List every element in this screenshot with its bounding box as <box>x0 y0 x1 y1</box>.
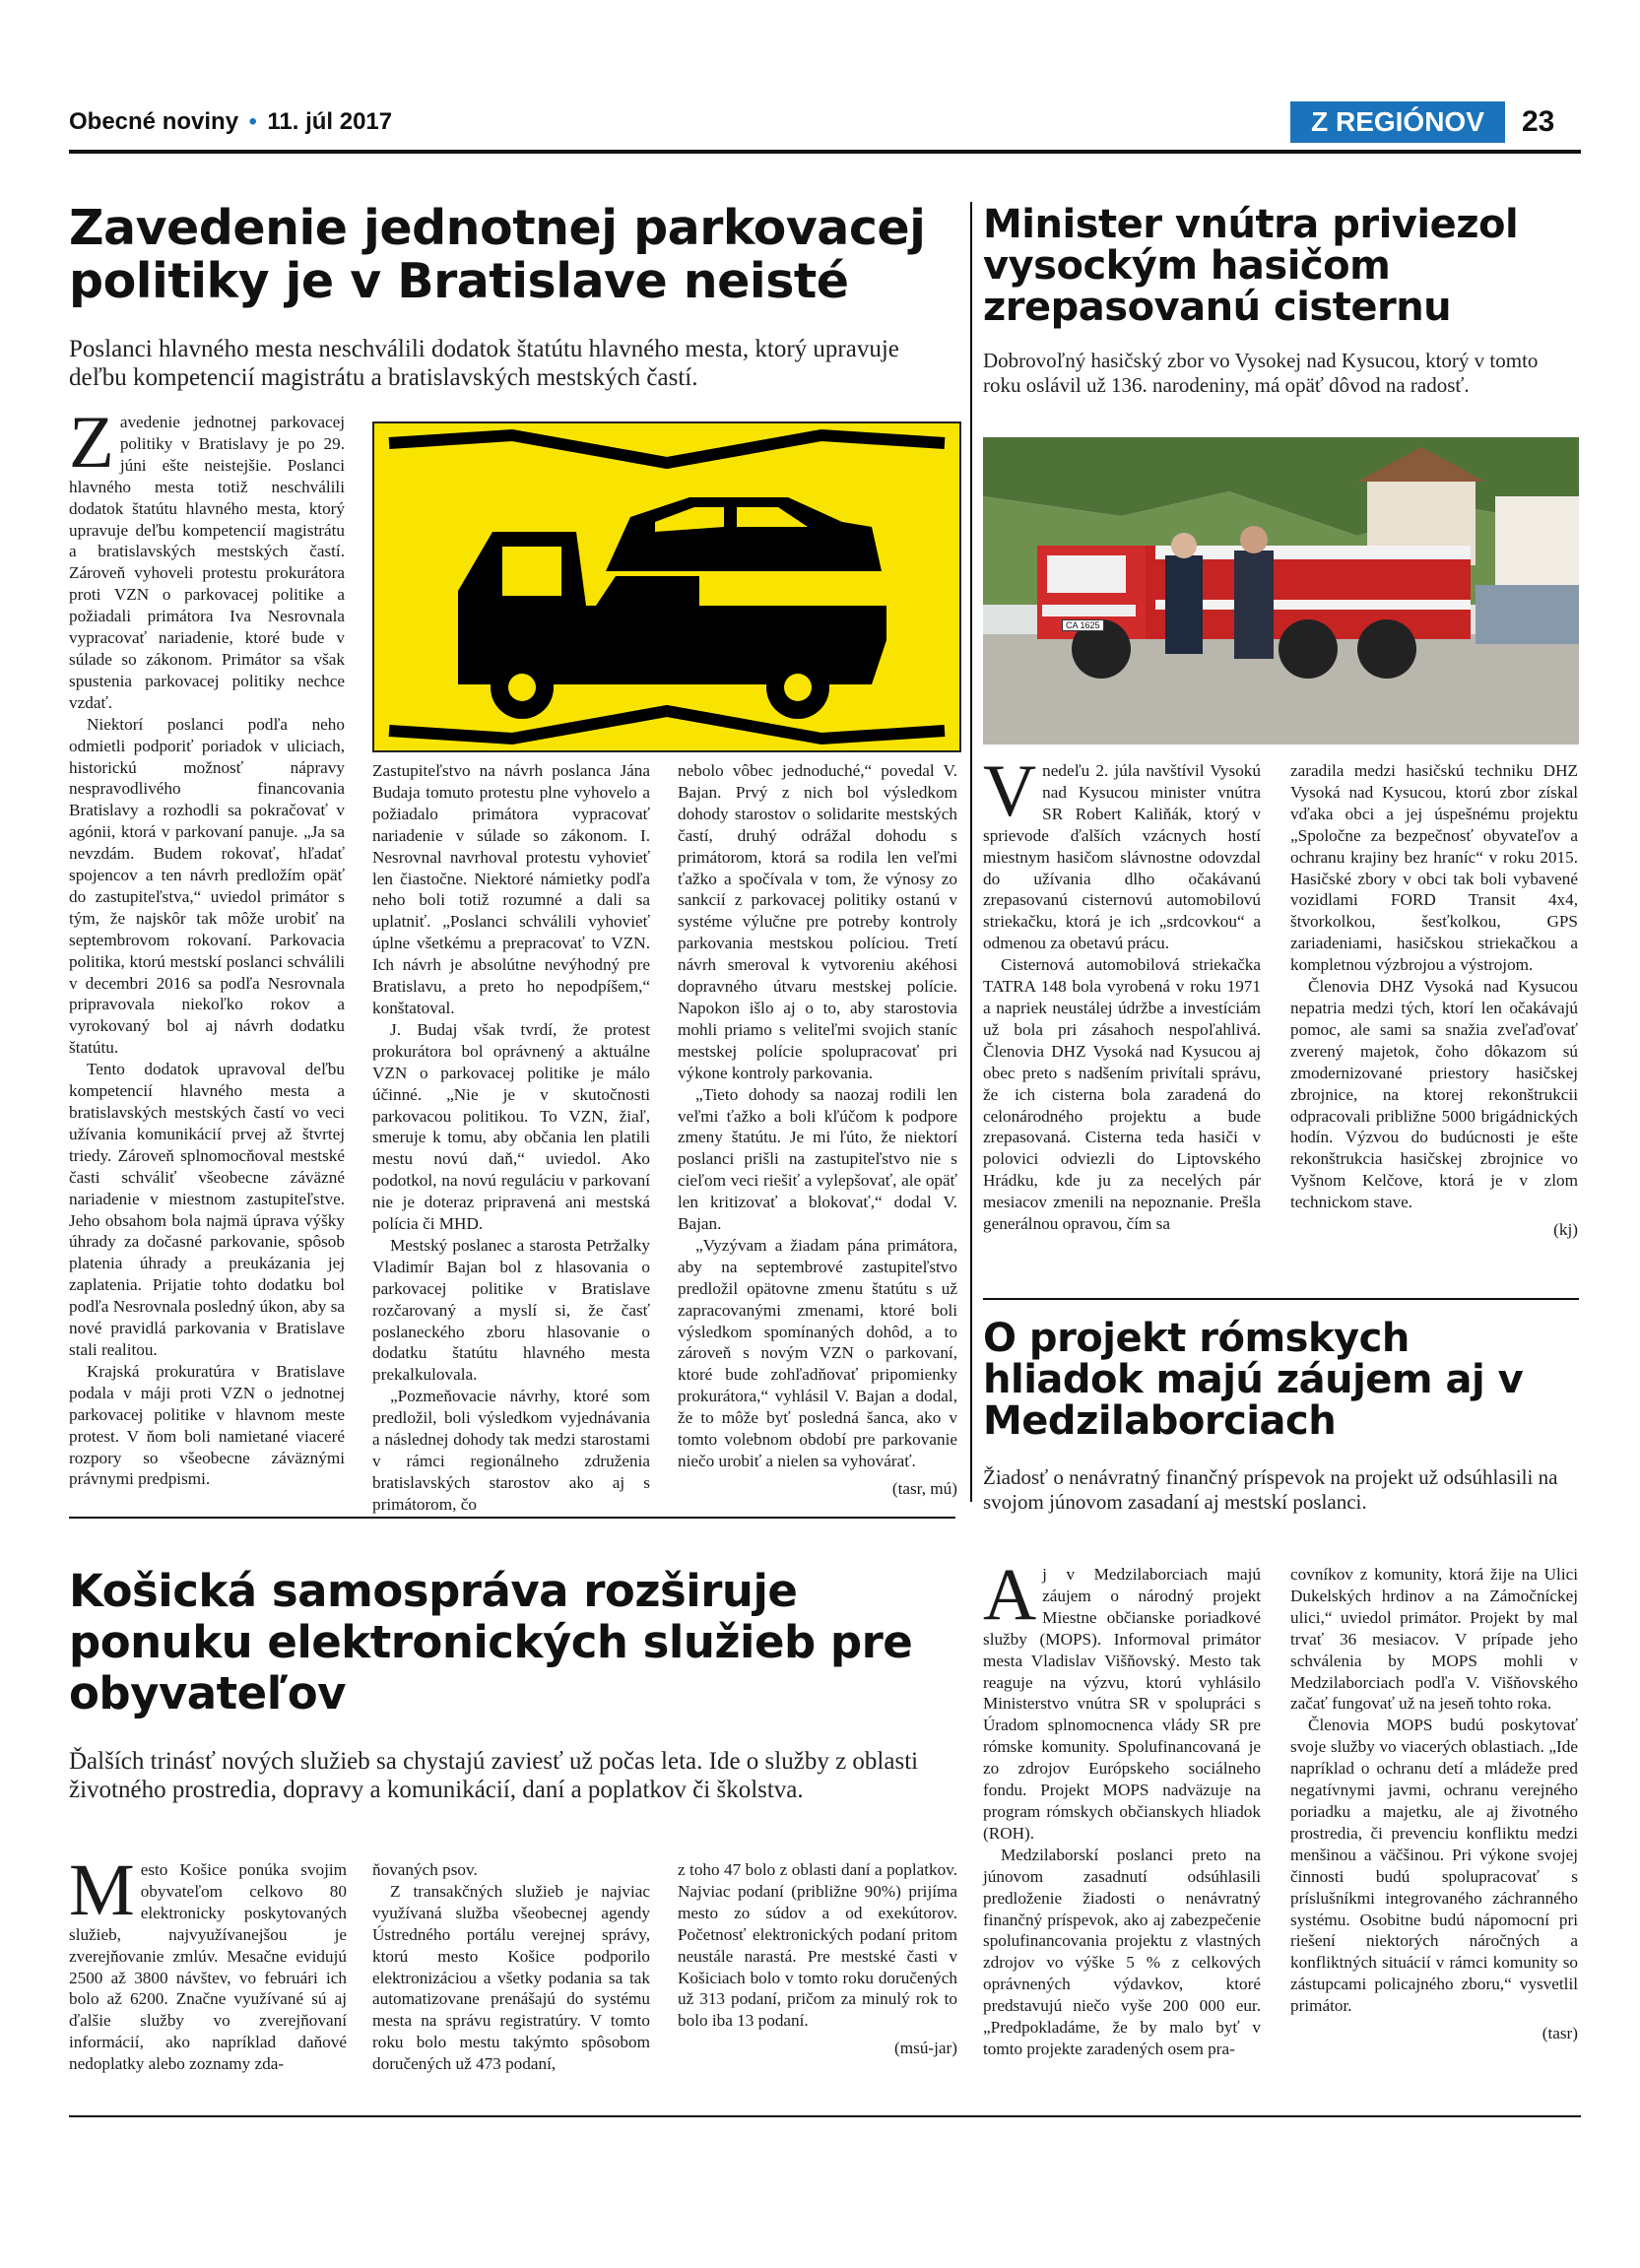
tow-truck-sign-icon <box>374 423 959 750</box>
page-number: 23 <box>1522 105 1555 138</box>
article1-col2 <box>372 760 650 1516</box>
article3-dropcap: M <box>69 1849 135 1931</box>
article2-col2 <box>1290 760 1578 1241</box>
article4-dropcap: A <box>983 1554 1037 1636</box>
paragraph: Krajská prokuratúra v Bratislave podala v máji proti VZN o jednotnej parkovacej politike v hlavnom meste protest. V ňom boli namietané viaceré rozpory so všeobecne záväznými právnymi predpismi. <box>69 1361 345 1489</box>
article2-signature: (kj) <box>1553 1220 1578 1240</box>
paper-name: Obecné noviny <box>69 108 239 135</box>
tow-truck-sign-image <box>372 421 961 752</box>
fire-truck-photo <box>983 437 1579 745</box>
article3-lead: Ďalších trinásť nových služieb sa chystajú zaviesť už počas leta. Ide o služby z oblasti životného prostredia, dopravy a komunikácií, daní a poplatkov či školstva. <box>69 1748 919 1803</box>
section-rule-left <box>69 1517 955 1519</box>
article1-lead: Poslanci hlavného mesta neschválili dodatok štatútu hlavného mesta, ktorý upravuje deľbu kompetencií magistrátu a bratislavských mestských častí. <box>69 336 899 391</box>
paragraph: z toho 47 bolo z oblasti daní a poplatkov. Najviac podaní (približne 90%) prijíma mesto zo súdov a od exekútorov. Početnosť elektronických podaní pritom neustále narastá. Pre mestské časti v Košiciach bolo v tomto roku doručených už 313 podaní, pričom za minulý rok to bolo iba 13 podaní. <box>678 1860 957 2031</box>
article4-lead: Žiadosť o nenávratný finančný príspevok na projekt už odsúhlasili na svojom júnovom zasadaní aj mestskí poslanci. <box>983 1465 1558 1514</box>
article3-signature: (msú-jar) <box>894 2039 957 2058</box>
section-rule-right <box>983 1298 1579 1300</box>
paragraph: „Pozmeňovacie návrhy, ktoré som predložil, boli výsledkom vyjednávania a následnej dohody tak medzi starostami v rámci regionálneho združenia bratislavských starostov ako aj s primátorom, čo <box>372 1387 650 1514</box>
paragraph: Cisternová automobilová striekačka TATRA 148 bola vyrobená v roku 1971 a napriek neustálej údržbe a investíciám už bola pri zásahoch nespoľahlivá. Členovia DHZ Vysoká nad Kysucou aj obec preto s nadšením privítali správu, že ich cisterna bola zaradená do celonárodného projektu a bude zrepasovaná. Cisterna teda hasiči v polovici odviezli do Liptovského Hrádku, kde ju za necelých pár mesiacov zmenili na nepoznanie. Prešla generálnou opravou, čím sa <box>983 955 1261 1234</box>
article1-title: Zavedenie jednotnej parkovacej politiky je v Bratislave neisté <box>69 200 926 309</box>
article3-col2 <box>372 1859 650 2075</box>
column-divider <box>970 202 972 1502</box>
article3-col1 <box>69 1849 347 2075</box>
paragraph: Členovia MOPS budú poskytovať svoje služby vo viacerých oblastiach. „Ide napríklad o ochranu detí a mládeže pred negatívnymi javmi, ochranu verejného poriadku a majetku, ale aj životného prostredia, či prevenciu konfliktu medzi menšinou a väčšinou. Pri výkone svojej činnosti budú spolupracovať s príslušníkmi integrovaného záchranného systému. Osobitne budú nápomocní pri riešení niektorých náročných a konfliktných situácií v rámci komunity so zástupcami policajného zboru,“ vysvetlil primátor. <box>1290 1716 1578 2016</box>
article4-col1 <box>983 1554 1261 2060</box>
paragraph: avedenie jednotnej parkovacej politiky v Bratislavy je po 29. júni ešte neistejšie. Poslanci hlavného mesta totiž neschválili dodatok štatútu hlavného mesta, ktorý upravuje deľbu kompetencií magistrátu a bratislavských mestských častí. Zároveň vyhoveli protestu prokurátora proti VZN o parkovacej politike a požiadali primátora Iva Nesrovnala vypracovať nariadenie, ktoré bude v súlade so zákonom. Primátor sa však spustenia parkovacej politiky nechce vzdať. <box>69 413 345 712</box>
paragraph: Z transakčných služieb je najviac využívaná služba všeobecnej agendy Ústredného portálu verejnej správy, ktorú mesto Košice podporilo elektronizáciou a všetky podania sa tak automatizovane prenášajú do systému mesta na správu registratúry. V tomto roku bolo mestu takýmto spôsobom doručených už 473 podaní, <box>372 1881 650 2074</box>
paragraph: „Tieto dohody sa naozaj rodili len veľmi ťažko a boli kľúčom k podpore zmeny štatútu. Je mi ľúto, že niektorí poslanci prišli na zastupiteľstvo nie s cieľom veci riešiť a vylepšovať, ale opäť len kritizovať a blokovať,“ dodal V. Bajan. <box>678 1084 957 1234</box>
header-rule <box>69 150 1581 154</box>
paragraph: Niektorí poslanci podľa neho odmietli podporiť poriadok v uliciach, historickú možnosť nápravy nespravodlivého financovania Bratislavy a rozhodli sa pokračovať v agónii, ktorá v parkovaní panuje. „Ja sa nevzdám. Budem rokovať, hľadať spojencov a ten návrh predložím opäť do zastupiteľstva,“ uviedol primátor s tým, že najskôr tak môže urobiť na septembrovom rokovaní. Parkovacia politika, ktorú mestskí poslanci schválili v decembri 2016 sa podľa Nesrovnala pripravovala niekoľko rokov a vyrokovaný bol aj návrh dodatku štatútu. <box>69 714 345 1058</box>
paragraph: Tento dodatok upravoval deľbu kompetencií hlavného mesta a bratislavských mestských častí vo veci užívania komunikácií prvej až štvrtej triedy. Zároveň splnomocňoval mestské časti schváliť všeobecne záväzné nariadenie v miestnom zastupiteľstve. Jeho obsahom bola najmä úprava výšky úhrady za dočasné parkovanie, spôsob platenia úhrady a preukázania jej zaplatenia. Prijatie tohto dodatku bol podľa Nesrovnala posledný úkon, aby sa nové pravidlá parkovania v Bratislave stali realitou. <box>69 1060 346 1359</box>
paragraph: ňovaných psov. <box>372 1860 478 1879</box>
paragraph: covníkov z komunity, ktorá žije na Ulici Dukelských hrdinov a na Zámočníckej ulici,“ uviedol primátor. Projekt by mal trvať 36 mesiacov. V prípade jeho schválenia by MOPS mohli v Medzilaborciach podľa V. Višňovského začať fungovať už na jeseň tohto roka. <box>1290 1565 1578 1714</box>
issue-date: 11. júl 2017 <box>267 108 393 135</box>
section-label: Z REGIÓNOV <box>1290 101 1505 143</box>
article2-lead: Dobrovoľný hasičský zbor vo Vysokej nad Kysucou, ktorý v tomto roku oslávil už 136. narodeniny, má opäť dôvod na radosť. <box>983 349 1539 397</box>
header-bullet: • <box>248 108 257 135</box>
article2-col1 <box>983 750 1261 1235</box>
paragraph: Zastupiteľstvo na návrh poslanca Jána Budaja tomuto protestu plne vyhovelo a požiadalo primátora vypracovať nariadenie v súlade so zákonom. I. Nesrovnal navrhoval protestu vyhovieť len čiastočne. Niektoré námietky podľa neho boli totiž rozumné a dali sa uplatniť. „Poslanci schválili vyhovieť úplne všetkému a prepracovať to VZN. Ich návrh je absolútne nevýhodný pre Bratislavu, a preto ho nepodpíšem,“ konštatoval. <box>372 761 650 1017</box>
article4-signature: (tasr) <box>1542 2024 1578 2043</box>
article4-col2 <box>1290 1564 1578 2044</box>
paragraph: nedeľu 2. júla navštívil Vysokú nad Kysucou minister vnútra SR Robert Kaliňák, ktorý v sprievode ďalších vzácnych hostí miestnym hasičom slávnostne odovzdal do užívania dlho očakávanú zrepasovanú cisternovú automobilovú striekačku, ktorá je ich „srdcovkou“ a odmenou za obetavú prácu. <box>983 761 1261 953</box>
article1-col1 <box>69 402 346 1490</box>
paragraph: j v Medzilaborciach majú záujem o národný projekt Miestne občianske poriadkové služby (MOPS). Informoval primátor mesta Vladislav Višňovský. Mesto tak reaguje na výzvu, ktorú vyhlásilo Ministerstvo vnútra SR v spolupráci s Úradom splnomocnenca vlády SR pre rómske komunity. Spolufinancovaná je zo zdrojov Európskeho sociálneho fondu. Projekt MOPS nadväzuje na program rómskych občianskych hliadok (ROH). <box>983 1565 1261 1843</box>
article1-signature: (tasr, mú) <box>891 1478 957 1498</box>
article3-title: Košická samospráva rozširuje ponuku elektronických služieb pre obyvateľov <box>69 1565 913 1719</box>
paragraph: zaradila medzi hasičskú techniku DHZ Vysoká nad Kysucou, ktorú zbor získal vďaka obci a jej úspešnému projektu „Spoločne za bezpečnosť obyvateľov a ochranu krajiny bez hraníc“ v roku 2015. Hasičské zbory v obci tak boli vybavené vozidlami FORD Transit 4x4, štvorkolkou, šesťkolkou, GPS zariadeniami, hasičskou striekačkou a kompletnou výzbrojou a výstrojom. <box>1290 761 1578 975</box>
article1-dropcap: Z <box>69 402 114 484</box>
license-plate: CA 1625 <box>1062 619 1104 631</box>
paragraph: Členovia DHZ Vysoká nad Kysucou nepatria medzi tých, ktorí len očakávajú pomoc, ale sami sa snažia zveľaďovať zverený majetok, čoho dôkazom sú zmodernizované priestory hasičskej zbrojnice, na ktorej rekonštrukcii odpracovali približne 5000 brigádnických hodín. Výzvou do budúcnosti je ešte rekonštrukcia hasičskej zbrojnice vo Vyšnom Kelčove, ktorá je v zlom technickom stave. <box>1290 977 1578 1212</box>
article3-col3 <box>678 1859 957 2059</box>
paragraph: Mestský poslanec a starosta Petržalky Vladimír Bajan bol z hlasovania o parkovacej politike v Bratislave rozčarovaný a myslí si, že časť poslaneckého zboru hlasovanie o dodatku štatútu hlavného mesta prekalkulovala. <box>372 1235 650 1385</box>
paragraph: Medzilaborskí poslanci preto na júnovom zasadnutí odsúhlasili predloženie žiadosti o nenávratný finančný príspevok, ako aj zabezpečenie spolufinancovania projektu z vlastných zdrojov vo výške 5 % z celkových oprávnených výdavkov, ktoré predstavujú niečo vyše 200 000 eur. „Predpokladáme, že by malo byť v tomto projekte zaradených osem pra- <box>983 1845 1261 2058</box>
article1-col3 <box>678 760 957 1500</box>
paragraph: „Vyzývam a žiadam pána primátora, aby na septembrové zastupiteľstvo predložil opätovne zmenu štatútu s už zapracovanými zmenami, ktoré boli výsledkom spomínaných dohôd, a to zároveň s novým VZN o parkovaní, ktoré bude zohľadňovať pripomienky prokurátora,“ vyhlásil V. Bajan a dodal, že to môže byť posledná šanca, ako v tomto volebnom období pre parkovanie niečo urobiť a nielen sa vyhovárať. <box>678 1235 957 1470</box>
article2-dropcap: V <box>983 750 1037 832</box>
paragraph: esto Košice ponúka svojim obyvateľom celkovo 80 elektronicky poskytovaných služieb, najvyužívanejšou je zverejňovanie zmlúv. Mesačne evidujú 2500 až 3800 návštev, vo februári ich bolo až 6200. Značne využívané sú aj ďalšie služby vo zverejňovaní informácií, ako napríklad daňové nedoplatky alebo zoznamy zda- <box>69 1860 347 2074</box>
paragraph: nebolo vôbec jednoduché,“ povedal V. Bajan. Prvý z nich bol výsledkom dohody starostov o solidarite mestských častí, druhý odrážal dohodu s primátorom, ktorá sa rodila len veľmi ťažko a spočívala v tom, že výnosy zo sankcií z parkovacej politiky ostanú v systéme výlučne pre potreby kontroly parkovania mestskou políciou. Tretí návrh smeroval k vytvoreniu akéhosi dopravného útvaru mestskej polície. Napokon išlo aj o to, aby starostovia mohli priamo s veliteľmi svojich staníc mestskej polície spolupracovať pri výkone kontroly parkovania. <box>678 761 957 1082</box>
fire-truck-photo-image <box>983 437 1579 745</box>
paragraph: J. Budaj však tvrdí, že protest prokurátora bol oprávnený a aktuálne VZN o parkovacej politike je málo účinné. „Nie je v skutočnosti parkovacou politikou. To VZN, žiaľ, smeruje k tomu, aby občania len platili mestu novú daň,“ uviedol. Ako podotkol, na novú reguláciu v parkovaní nie je doteraz pripravená ani mestská polícia či MHD. <box>372 1019 650 1234</box>
article2-title: Minister vnútra priviezol vysockým hasičom zrepasovanú cisternu <box>983 202 1519 330</box>
footer-rule <box>69 2115 1581 2117</box>
article4-title: O projekt rómskych hliadok majú záujem aj v Medzilaborciach <box>983 1316 1524 1444</box>
